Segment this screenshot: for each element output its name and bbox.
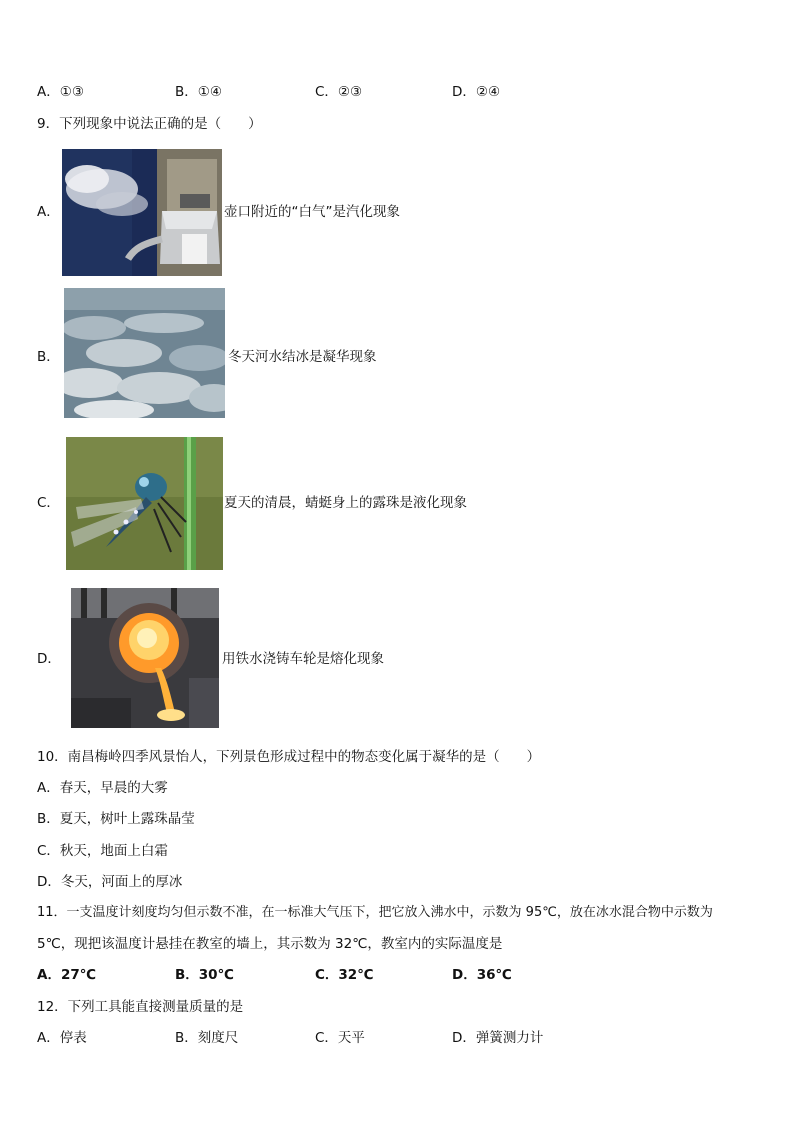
q11-stem-line-1: 11．一支温度计刻度均匀但示数不准，在一标准大气压下，把它放入沸水中，示数为 95℃，放在冰水混合物中示数为 [37, 905, 713, 920]
q9-option-c-text: 夏天的清晨，蜻蜓身上的露珠是液化现象 [224, 495, 467, 511]
q9-option-a-text: 壶口附近的“白气”是汽化现象 [224, 204, 400, 220]
q9-option-d-text: 用铁水浇铸车轮是熔化现象 [222, 651, 384, 667]
q8-option-c: C．②③ [315, 84, 363, 100]
q9-option-b-letter: B． [37, 349, 60, 365]
q10-stem: 10．南昌梅岭四季风景怡人，下列景色形成过程中的物态变化属于凝华的是（ ） [37, 749, 541, 765]
q9-option-d-letter: D． [37, 651, 61, 667]
q9-option-a-letter: A． [37, 204, 60, 220]
q9-stem: 9．下列现象中说法正确的是（ ） [37, 116, 262, 132]
q10-option-b: B．夏天，树叶上露珠晶莹 [37, 811, 195, 827]
q8-option-b: B．①④ [175, 84, 222, 100]
q12-option-d: D．弹簧测力计 [452, 1030, 544, 1046]
frozen-river-photo [64, 288, 225, 418]
q12-option-a: A．停表 [37, 1030, 87, 1046]
q11-option-d: D．36℃ [452, 967, 512, 983]
molten-iron-casting-photo [71, 588, 219, 728]
q10-option-c: C．秋天，地面上白霜 [37, 843, 168, 859]
q12-stem: 12．下列工具能直接测量质量的是 [37, 999, 244, 1015]
q12-option-b: B．刻度尺 [175, 1030, 239, 1046]
steaming-kettle-photo [62, 149, 222, 276]
q12-option-c: C．天平 [315, 1030, 365, 1046]
q11-stem-line-2: 5℃，现把该温度计悬挂在教室的墙上，其示数为 32℃，教室内的实际温度是 [37, 936, 503, 952]
q9-option-b-text: 冬天河水结冰是凝华现象 [228, 349, 377, 365]
q8-option-a: A．①③ [37, 84, 84, 100]
q11-option-a: A．27℃ [37, 967, 97, 983]
q10-option-d: D．冬天，河面上的厚冰 [37, 874, 183, 890]
q8-option-d: D．②④ [452, 84, 501, 100]
q10-option-a: A．春天，早晨的大雾 [37, 780, 168, 796]
q11-option-c: C．32℃ [315, 967, 374, 983]
dragonfly-dew-photo [66, 437, 223, 570]
q9-option-c-letter: C． [37, 495, 60, 511]
q11-option-b: B．30℃ [175, 967, 234, 983]
